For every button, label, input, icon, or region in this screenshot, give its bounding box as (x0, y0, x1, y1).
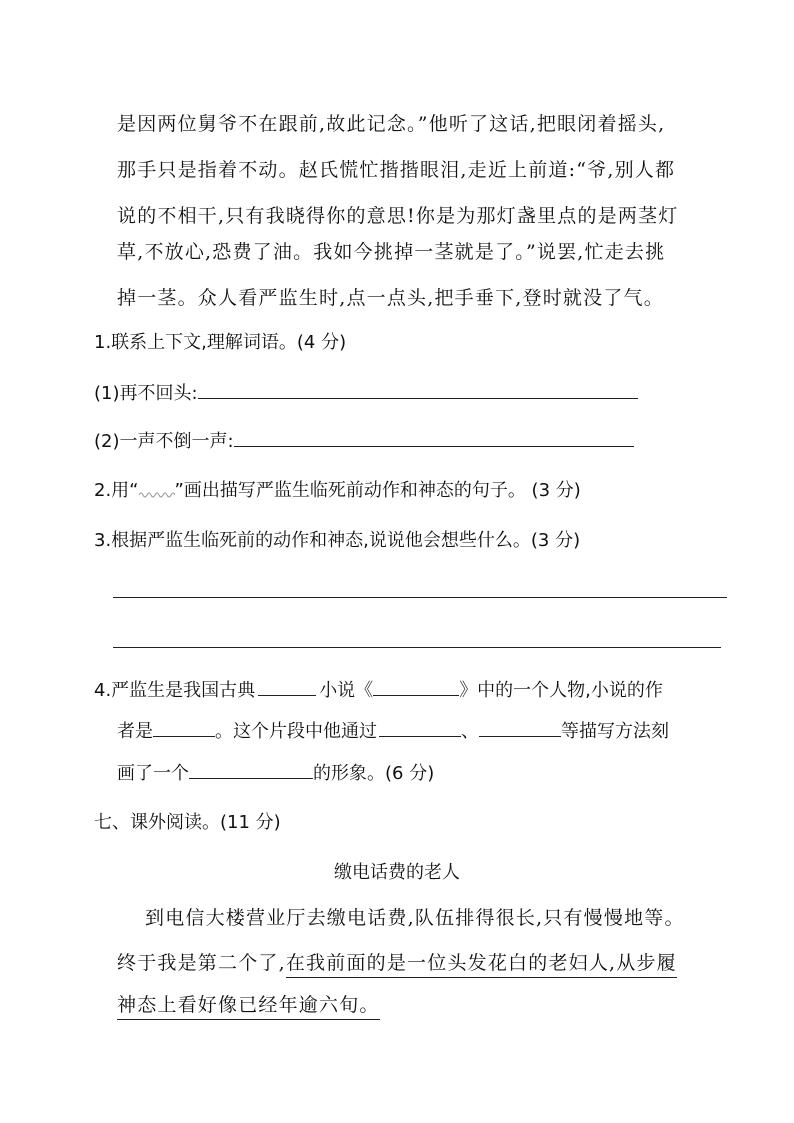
question-4-text: 》中的一个人物,小说的作 (459, 680, 663, 701)
question-4-text: 画了一个 (117, 763, 189, 784)
question-4-text: 。这个片段中他通过 (215, 721, 377, 742)
article-title: 缴电话费的老人 (334, 862, 460, 883)
question-1-2-label: (2)一声不倒一声: (94, 431, 234, 452)
answer-blank[interactable] (189, 760, 313, 779)
underlined-sentence: 在我前面的是一位头发花白的老妇人,从步履 (286, 952, 677, 978)
passage-line-5: 掉一茎。众人看严监生时,点一点头,把手垂下,登时就没了气。 (117, 287, 664, 309)
answer-blank[interactable] (198, 380, 638, 399)
answer-blank[interactable] (479, 718, 561, 737)
section-7-heading: 七、课外阅读。(11 分) (94, 812, 281, 833)
underlined-sentence: 神态上看好像已经年逾六旬。 (117, 994, 380, 1020)
answer-blank[interactable] (153, 718, 215, 737)
question-2-prefix: 2.用“ (94, 480, 139, 501)
answer-blank[interactable] (379, 718, 461, 737)
article-line-3 (117, 992, 380, 1018)
answer-blank[interactable] (258, 677, 316, 696)
question-4-text: 、 (461, 721, 479, 742)
question-4-line-2 (117, 718, 669, 745)
question-1: 1.联系上下文,理解词语。(4 分) (94, 332, 347, 353)
question-4-text: 4.严监生是我国古典 (94, 680, 256, 701)
question-3: 3.根据严监生临死前的动作和神态,说说他会想些什么。(3 分) (94, 530, 581, 551)
article-line-2 (117, 950, 677, 976)
question-4-text: 的形象。(6 分) (313, 763, 435, 784)
wavy-line-icon (139, 488, 175, 498)
question-4-text: 者是 (117, 721, 153, 742)
answer-blank[interactable] (234, 428, 634, 447)
passage-line-4: 草,不放心,恐费了油。我如今挑掉一茎就是了。”说罢,忙走去挑 (117, 241, 666, 263)
question-4-text: 小说《 (319, 680, 374, 701)
article-line-1: 到电信大楼营业厅去缴电话费,队伍排得很长,只有慢慢地等。 (145, 907, 685, 929)
answer-line[interactable] (113, 597, 727, 598)
question-1-1-label: (1)再不回头: (94, 383, 198, 404)
question-1-2 (94, 428, 634, 455)
answer-blank[interactable] (373, 677, 459, 696)
passage-line-2: 那手只是指着不动。赵氏慌忙揩揩眼泪,走近上前道:“爷,别人都 (117, 159, 676, 181)
question-4-text: 等描写方法刻 (561, 721, 669, 742)
question-1-1 (94, 380, 638, 407)
passage-line-1: 是因两位舅爷不在跟前,故此记念。”他听了这话,把眼闭着摇头, (117, 113, 666, 135)
answer-line[interactable] (113, 647, 721, 648)
question-2-suffix: ”画出描写严监生临死前动作和神态的句子。 (3 分) (174, 480, 581, 501)
question-4-line-1 (94, 677, 663, 704)
article-text: 终于我是第二个了, (117, 952, 286, 974)
question-2 (94, 478, 581, 504)
passage-line-3: 说的不相干,只有我晓得你的意思!你是为那灯盏里点的是两茎灯 (117, 205, 679, 227)
question-4-line-3 (117, 760, 434, 787)
